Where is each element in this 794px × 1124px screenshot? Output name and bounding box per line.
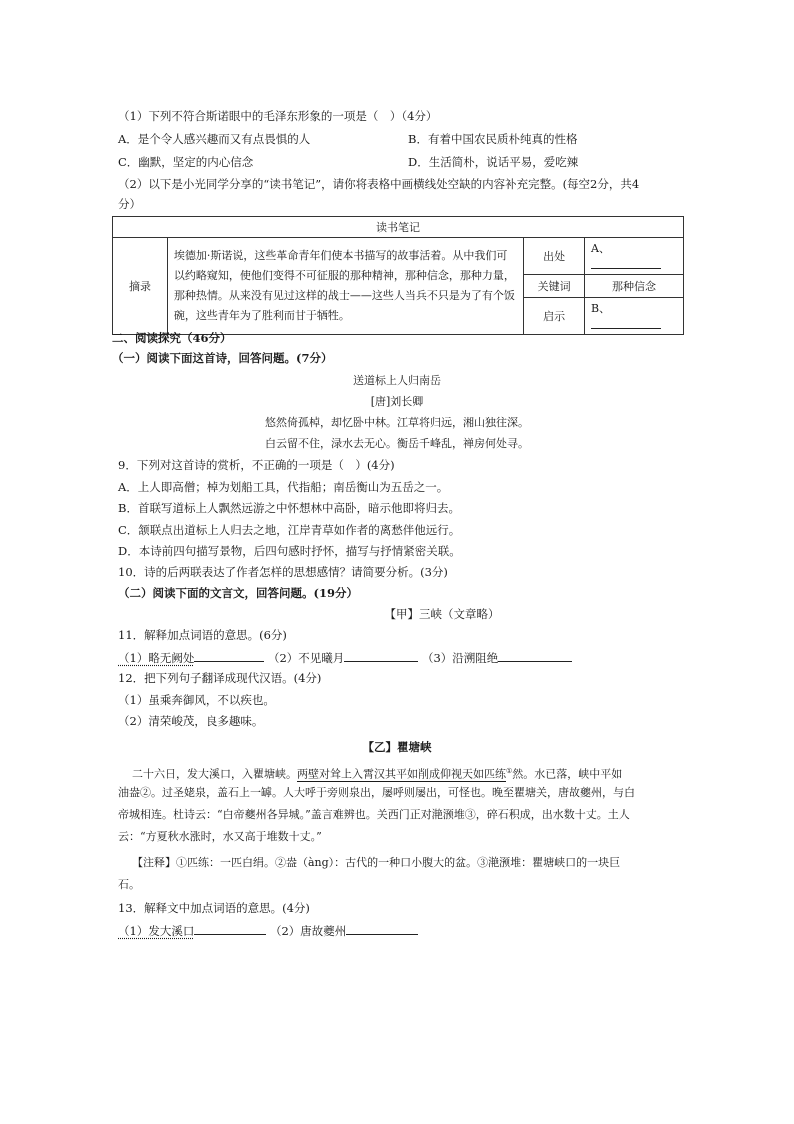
option-d: D．生活简朴，说话平易，爱吃辣 <box>408 155 579 169</box>
option-a: A．是个令人感兴趣而又有点畏惧的人 <box>118 132 311 146</box>
option-c: C．幽默，坚定的内心信念 <box>118 155 254 169</box>
yi-para-line-1 <box>132 763 622 783</box>
q11-item-1: （1）略无阙处 <box>118 651 195 665</box>
row-label-excerpt: 摘录 <box>113 238 168 335</box>
question-11: 11．解释加点词语的意思。(6分) <box>118 628 287 642</box>
yi-para-1-a: 二十六日，发大溪口，入瞿塘峡。 <box>132 767 297 781</box>
yi-para-line-4: 云：“方夏秋水涨时，水又高于堆数十丈。” <box>118 830 322 843</box>
footnote-line-1: 【注释】①匹练：一匹白绢。②盎（àng）：古代的一种口小腹大的盆。③滟滪堆：瞿塘峡口的一块巨 <box>132 856 621 869</box>
part-1-title: （一）阅读下面这首诗，回答问题。(7分） <box>112 351 333 365</box>
poem-line-2: 白云留不住，渌水去无心。衡岳千峰乱，禅房何处寻。 <box>265 437 529 450</box>
q13-blank-1[interactable] <box>194 922 266 935</box>
footnote-line-2: 石。 <box>118 878 140 891</box>
q12-sentence-1: （1）虽乘奔御风，不以疾也。 <box>118 693 275 707</box>
keyword-label: 关键词 <box>524 275 585 298</box>
question-10: 10．诗的后两联表达了作者怎样的思想感情？请简要分析。(3分) <box>118 565 448 579</box>
q12-sentence-2: （2）清荣峻茂，良多趣味。 <box>118 714 264 728</box>
question-mao-1: （1）下列不符合斯诺眼中的毛泽东形象的一项是（ ）（4分） <box>118 109 438 123</box>
insight-prefix: B、 <box>591 302 611 315</box>
question-9: 9．下列对这首诗的赏析，不正确的一项是（ ）(4分) <box>118 458 395 472</box>
q9-option-d: D．本诗前四句描写景物，后四句感时抒怀，描写与抒情紧密关联。 <box>118 544 461 558</box>
q11-item-2: （2）不见曦月 <box>267 651 345 665</box>
q13-blank-2[interactable] <box>346 922 418 935</box>
question-mao-2: （2）以下是小光同学分享的“读书笔记”，请你将表格中画横线处空缺的内容补充完整。(每空2分，共4 <box>118 177 640 191</box>
q9-option-b: B．首联写道标上人飘然远游之中怀想林中高卧，暗示他即将归去。 <box>118 501 460 515</box>
q9-option-a: A．上人即高僧；棹为划船工具，代指船；南岳衡山为五岳之一。 <box>118 480 449 494</box>
source-cell[interactable] <box>585 238 684 275</box>
jia-title: 【甲】三峡（文章略） <box>384 607 500 621</box>
poem-title: 送道标上人归南岳 <box>353 374 441 387</box>
option-b: B．有着中国农民质朴纯真的性格 <box>408 132 578 146</box>
q11-blank-2[interactable] <box>344 649 418 662</box>
yi-title: 【乙】瞿塘峡 <box>362 740 432 754</box>
reading-notes-table <box>112 216 684 335</box>
q13-items <box>118 922 418 939</box>
insight-cell[interactable] <box>585 298 684 335</box>
yi-para-1-underlined: 两壁对耸上入霄汉其平如削成仰视天如匹练 <box>297 767 506 781</box>
yi-para-line-2: 油盎②。过圣姥泉，盖石上一罅。人大呼于旁则泉出，屡呼则屡出，可怪也。晚至瞿塘关，唐故夔州，与白 <box>118 786 635 799</box>
question-13: 13．解释文中加点词语的意思。(4分) <box>118 901 310 915</box>
source-blank[interactable] <box>591 256 661 269</box>
source-prefix: A、 <box>591 242 610 255</box>
q11-items <box>118 649 572 666</box>
insight-label: 启示 <box>524 298 585 335</box>
table-title: 读书笔记 <box>113 217 684 238</box>
insight-blank[interactable] <box>591 316 661 329</box>
section-2-title: 二、阅读探究（46分） <box>112 331 232 345</box>
yi-para-1-b: 然。水已落，峡中平如 <box>512 767 623 781</box>
source-label: 出处 <box>524 238 585 275</box>
excerpt-text: 埃德加·斯诺说，这些革命青年们使本书描写的故事活着。从中我们可以约略窥知，使他们变得不可征服的那种精神，那种信念，那种力量，那种热情。从来没有见过这样的战士——这些人当兵不只是为了有个饭碗，这些青年为了胜利而甘于牺牲。 <box>167 238 523 335</box>
poem-author: [唐]刘长卿 <box>370 395 424 408</box>
q13-item-1: （1）发大溪口 <box>118 924 195 938</box>
question-12: 12．把下列句子翻译成现代汉语。(4分) <box>118 671 322 685</box>
poem-line-1: 悠然倚孤棹，却忆卧中林。江草将归远，湘山独往深。 <box>265 416 529 429</box>
keyword-value: 那种信念 <box>585 275 684 298</box>
question-mao-2-cont: 分） <box>118 197 141 211</box>
q11-blank-1[interactable] <box>194 649 264 662</box>
q13-item-2: （2）唐故夔州 <box>269 924 347 938</box>
part-2-title: （二）阅读下面的文言文，回答问题。(19分） <box>118 586 358 600</box>
q11-blank-3[interactable] <box>498 649 572 662</box>
footnote-mark-1: ① <box>506 767 513 775</box>
q9-option-c: C．颔联点出道标上人归去之地，江岸青草如作者的离愁伴他远行。 <box>118 523 461 537</box>
yi-para-line-3: 帝城相连。杜诗云：“白帝夔州各异城。”盖言难辨也。关西门正对滟滪堆③，碎石积成，出水数十丈。土人 <box>118 808 630 821</box>
q11-item-3: （3）沿溯阻绝 <box>421 651 499 665</box>
